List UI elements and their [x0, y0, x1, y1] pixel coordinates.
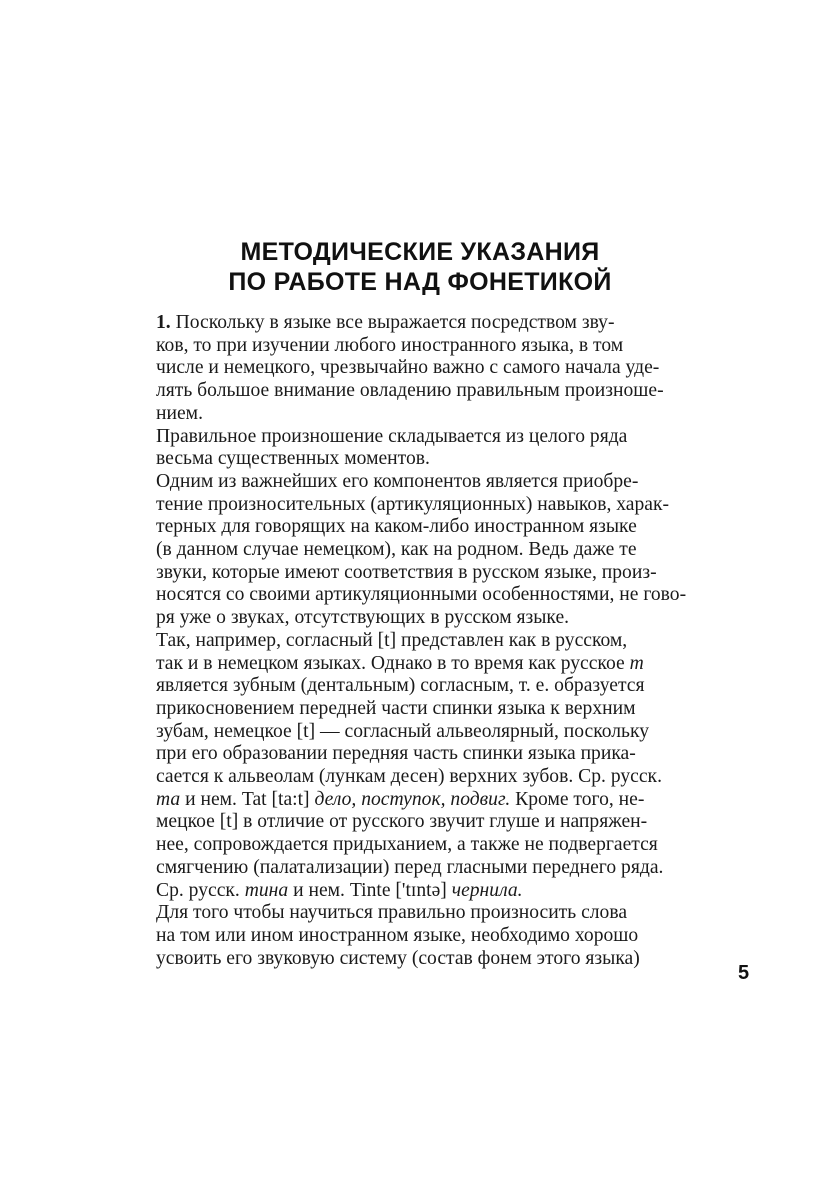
section-title-line-2: ПО РАБОТЕ НАД ФОНЕТИКОЙ — [228, 268, 612, 296]
paragraph-4 — [156, 630, 752, 902]
text-fragment: так и в немецком языках. Однако в то время как русское — [156, 652, 630, 674]
text-line: тение произносительных (артикуляционных) навыков, харак- — [156, 493, 670, 515]
text-line: Так, например, согласный [t] представлен как в русском, — [156, 629, 628, 651]
text-fragment: и нем. Tat [ta:t] — [180, 788, 315, 810]
text-line — [156, 789, 752, 812]
text-line: является зубным (дентальным) согласным, т. е. образуется — [156, 675, 645, 697]
text-line: числе и немецкого, чрезвычайно важно с самого начала уде- — [156, 357, 660, 379]
text-fragment: Поскольку в языке все выражается посредством зву- — [170, 312, 615, 333]
text-line: звуки, которые имеют соответствия в русском языке, произ- — [156, 561, 657, 583]
italic-letter-t: т — [629, 652, 644, 674]
text-line: Правильное произношение складывается из целого ряда — [156, 425, 628, 447]
text-line: усвоить его звуковую систему (состав фонем этого языка) — [156, 947, 640, 969]
text-line: ков, то при изучении любого иностранного языка, в том — [156, 334, 624, 356]
body-text — [156, 312, 752, 970]
text-line: лять большое внимание овладению правильным произноше- — [156, 380, 664, 402]
italic-word-tina: тина — [244, 879, 289, 901]
page-number: 5 — [738, 962, 750, 984]
text-fragment: Ср. русск. — [156, 879, 245, 901]
text-line — [156, 653, 752, 676]
text-line: нием. — [156, 402, 203, 424]
text-line: на том или ином иностранном языке, необходимо хорошо — [156, 924, 639, 946]
text-line: носятся со своими артикуляционными особенностями, не гово- — [156, 584, 687, 606]
paragraph-3 — [156, 471, 752, 630]
paragraph-1 — [156, 312, 752, 426]
text-line: прикосновением передней части спинки языка к верхним — [156, 697, 636, 719]
text-line: Одним из важнейших его компонентов является приобре- — [156, 470, 639, 492]
italic-word-ta: та — [156, 788, 181, 810]
paragraph-5 — [156, 902, 752, 970]
text-line: мецкое [t] в отличие от русского звучит глуше и напряжен- — [156, 811, 648, 833]
text-line: терных для говорящих на каком-либо иностранном языке — [156, 516, 637, 538]
text-line: смягчению (палатализации) перед гласными переднего ряда. — [156, 856, 664, 878]
italic-gloss-tinte: чернила. — [451, 879, 523, 901]
text-line — [156, 880, 752, 903]
text-line: сается к альвеолам (лункам десен) верхних зубов. Ср. русск. — [156, 766, 662, 788]
paragraph-2 — [156, 426, 752, 471]
text-line: (в данном случае немецком), как на родном. Ведь даже те — [156, 539, 637, 561]
text-line: нее, сопровождается придыханием, а также не подвергается — [156, 834, 658, 856]
text-line: Для того чтобы научиться правильно произносить слова — [156, 902, 628, 924]
text-fragment: Кроме того, не- — [510, 788, 645, 810]
text-fragment: и нем. Tinte ['tɪntə] — [288, 879, 452, 901]
text-line: при его образовании передняя часть спинки языка прика- — [156, 743, 636, 765]
text-line: ря уже о звуках, отсутствующих в русском языке. — [156, 607, 570, 629]
text-line: зубам, немецкое [t] — согласный альвеолярный, поскольку — [156, 720, 650, 742]
paragraph-number: 1. — [156, 312, 171, 333]
section-title-line-1: МЕТОДИЧЕСКИЕ УКАЗАНИЯ — [240, 238, 600, 266]
text-line: весьма существенных моментов. — [156, 448, 430, 470]
text-line — [156, 312, 752, 335]
italic-gloss-tat: дело, поступок, подвиг. — [314, 788, 511, 810]
